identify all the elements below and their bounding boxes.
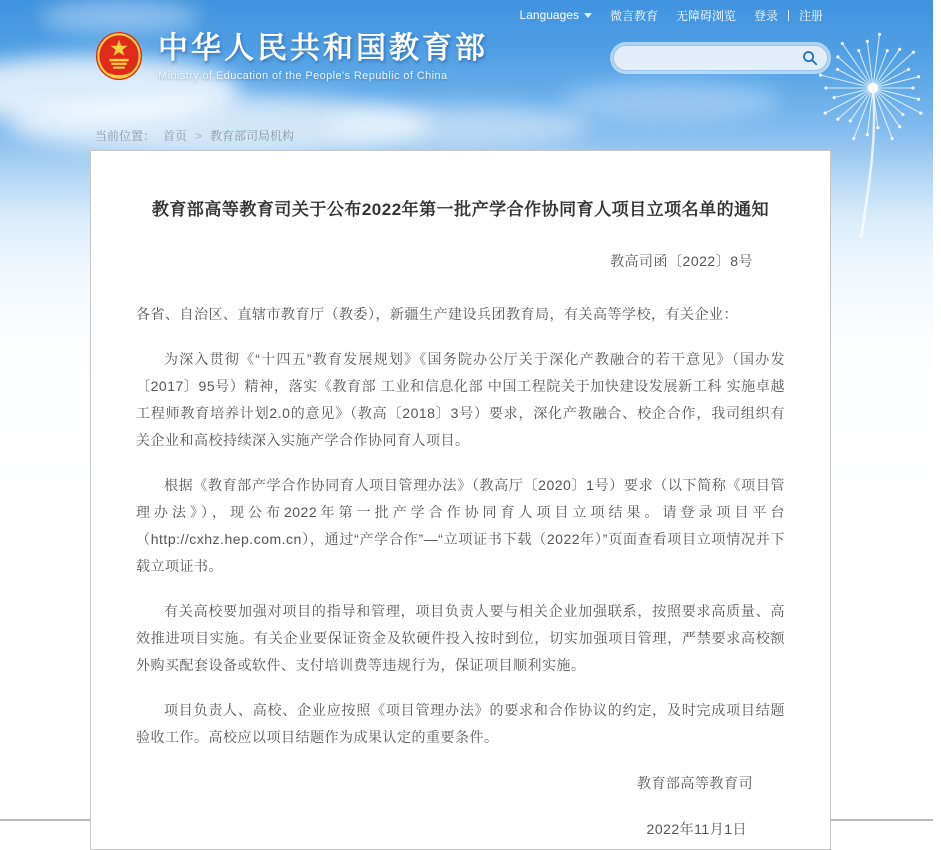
search-box [613,45,828,71]
breadcrumb-separator: > [195,128,203,143]
languages-label[interactable]: Languages [519,8,579,22]
document-number: 教高司函〔2022〕8号 [610,253,753,269]
document-paragraph: 项目负责人、高校、企业应按照《项目管理办法》的要求和合作协议的约定，及时完成项目结题验收工作。高校应以项目结题作为成果认定的重要条件。 [136,702,785,745]
link-accessibility[interactable]: 无障碍浏览 [675,8,736,23]
languages-menu[interactable] [520,8,592,22]
breadcrumb-label: 当前位置： [95,129,156,143]
cloud-decoration [330,105,590,147]
breadcrumb [95,127,294,144]
document-body [136,346,785,751]
document-paragraph: 有关高校要加强对项目的指导和管理，项目负责人要与相关企业加强联系，按照要求高质量、高效推进项目实施。有关企业要保证资金及软硬件投入按时到位，切实加强项目管理，严禁要求高校额外购买配套设备或软件、支付培训费等违规行为，保证项目顺利实施。 [136,603,785,673]
register-link[interactable]: 注册 [798,8,823,23]
document-title: 教育部高等教育司关于公布2022年第一批产学合作协同育人项目立项名单的通知 [151,200,770,219]
breadcrumb-home-link[interactable]: 首页 [163,129,188,143]
link-weiyan-education[interactable]: 微言教育 [609,8,658,23]
cloud-decoration [560,80,780,120]
site-title: 中华人民共和国教育部 [158,32,488,65]
national-emblem-logo[interactable] [94,30,144,82]
document-date: 2022年11月1日 [646,821,747,837]
search-icon [802,50,818,66]
document-paragraph: 为深入贯彻《“十四五”教育发展规划》《国务院办公厅关于深化产教融合的若干意见》（国办发〔2017〕95号）精神，落实《教育部 工业和信息化部 中国工程院关于加快建设发展新工科 实施卓越工程师教育培养计划2.0的意见》（教高〔2018〕3号）要求，深化产教融合、校企合作，我司组织有关企业和高校持续深入实施产学合作协同育人项目。 [136,351,785,448]
breadcrumb-current-link[interactable]: 教育部司局机构 [210,129,295,143]
search-button[interactable] [801,49,819,67]
site-subtitle: Ministry of Education of the People's Republic of China [158,70,448,82]
divider [788,10,789,21]
login-link[interactable]: 登录 [753,8,778,23]
document-signature: 教育部高等教育司 [637,775,753,791]
document-salutation: 各省、自治区、直辖市教育厅（教委），新疆生产建设兵团教育局，有关高等学校，有关企业： [136,306,738,322]
site-header [94,30,488,82]
search-input[interactable] [628,51,801,65]
notice-document [90,150,831,850]
top-utility-bar [520,4,823,26]
cloud-decoration [40,0,200,34]
chevron-down-icon [584,13,592,18]
document-paragraph: 根据《教育部产学合作协同育人项目管理办法》（教高厅〔2020〕1号）要求（以下简称《项目管理办法》），现公布2022年第一批产学合作协同育人项目立项结果。请登录项目平台（http://cxhz.hep.com.cn），通过“产学合作”—“立项证书下载（2022年）”页面查看项目立项情况并下载立项证书。 [136,477,785,574]
